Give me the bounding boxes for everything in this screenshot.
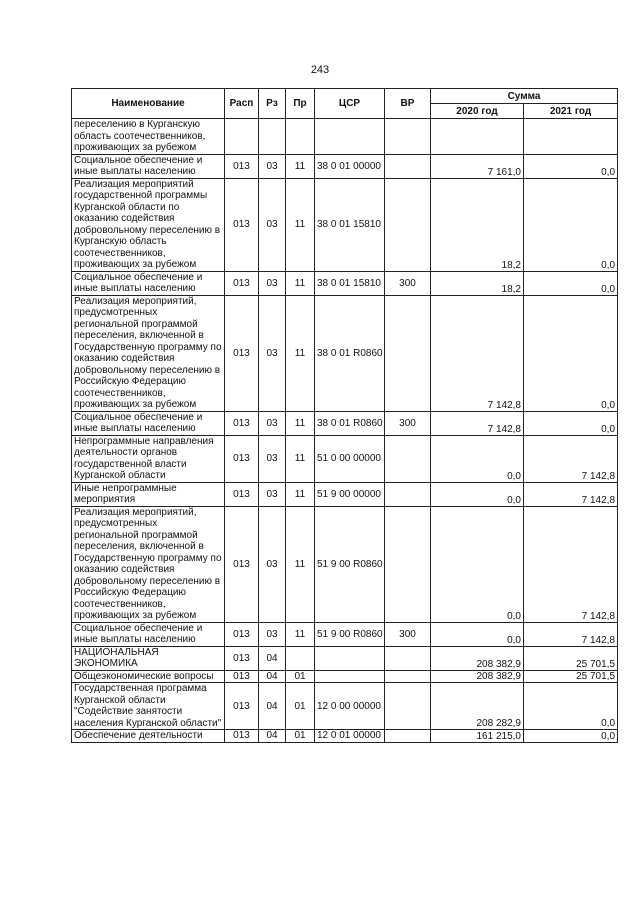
cell-rz: 04 (259, 683, 286, 730)
header-name: Наименование (72, 89, 225, 119)
cell-rasp: 013 (225, 178, 259, 271)
table-row (72, 646, 618, 670)
cell-csr: 38 0 01 R0860 (315, 411, 385, 435)
cell-amount-2021: 0,0 (524, 178, 618, 271)
cell-pr: 01 (286, 670, 315, 683)
cell-rasp (225, 119, 259, 155)
cell-amount-2021: 0,0 (524, 411, 618, 435)
table-row (72, 154, 618, 178)
cell-vr (385, 482, 431, 506)
cell-pr: 11 (286, 506, 315, 622)
cell-name: Социальное обеспечение и иные выплаты населению (72, 622, 225, 646)
cell-rz: 03 (259, 271, 286, 295)
cell-csr: 51 9 00 R0860 (315, 506, 385, 622)
header-vr: ВР (385, 89, 431, 119)
cell-name: Иные непрограммные мероприятия (72, 482, 225, 506)
cell-rasp: 013 (225, 154, 259, 178)
header-rz: Рз (259, 89, 286, 119)
cell-vr: 300 (385, 411, 431, 435)
header-rasp: Расп (225, 89, 259, 119)
cell-csr (315, 670, 385, 683)
cell-csr: 38 0 01 00000 (315, 154, 385, 178)
cell-rz: 04 (259, 646, 286, 670)
cell-rasp: 013 (225, 730, 259, 743)
cell-csr: 51 9 00 00000 (315, 482, 385, 506)
cell-pr: 11 (286, 271, 315, 295)
cell-pr: 11 (286, 178, 315, 271)
cell-name: Социальное обеспечение и иные выплаты населению (72, 411, 225, 435)
cell-csr: 12 0 00 00000 (315, 683, 385, 730)
cell-amount-2020: 161 215,0 (431, 730, 524, 743)
cell-rz: 03 (259, 482, 286, 506)
cell-amount-2021: 25 701,5 (524, 646, 618, 670)
cell-pr: 11 (286, 622, 315, 646)
cell-amount-2020: 0,0 (431, 482, 524, 506)
cell-amount-2020: 7 142,8 (431, 411, 524, 435)
header-csr: ЦСР (315, 89, 385, 119)
cell-rz: 03 (259, 178, 286, 271)
cell-vr (385, 295, 431, 411)
cell-amount-2021: 7 142,8 (524, 482, 618, 506)
cell-name: НАЦИОНАЛЬНАЯ ЭКОНОМИКА (72, 646, 225, 670)
table-row (72, 178, 618, 271)
cell-vr (385, 154, 431, 178)
cell-name: Государственная программа Курганской области "Содействие занятости населения Курганской области" (72, 683, 225, 730)
cell-name: Социальное обеспечение и иные выплаты населению (72, 154, 225, 178)
table-row (72, 730, 618, 743)
cell-name: Реализация мероприятий, предусмотренных региональной программой переселения, включенной в Государственную программу по оказанию содействия добровольному переселению в Российскую Федерацию соотечественников, проживающих за рубежом (72, 506, 225, 622)
cell-amount-2020: 208 282,9 (431, 683, 524, 730)
cell-name: Социальное обеспечение и иные выплаты населению (72, 271, 225, 295)
cell-vr (385, 683, 431, 730)
cell-rz: 04 (259, 670, 286, 683)
table-row (72, 482, 618, 506)
table-row (72, 271, 618, 295)
cell-name: Реализация мероприятий, предусмотренных региональной программой переселения, включенной в Государственную программу по оказанию содействия добровольному переселению в Российскую Федерацию соотечественников, проживающих за рубежом (72, 295, 225, 411)
cell-pr: 11 (286, 482, 315, 506)
cell-rz: 03 (259, 435, 286, 482)
cell-amount-2021: 7 142,8 (524, 622, 618, 646)
cell-pr: 01 (286, 683, 315, 730)
cell-rasp: 013 (225, 295, 259, 411)
header-2021: 2021 год (524, 104, 618, 119)
cell-amount-2021: 7 142,8 (524, 435, 618, 482)
cell-csr: 51 0 00 00000 (315, 435, 385, 482)
cell-amount-2021: 0,0 (524, 295, 618, 411)
cell-csr: 51 9 00 R0860 (315, 622, 385, 646)
cell-amount-2020: 7 142,8 (431, 295, 524, 411)
cell-rz: 03 (259, 506, 286, 622)
cell-amount-2020: 208 382,9 (431, 646, 524, 670)
cell-vr (385, 730, 431, 743)
cell-vr (385, 178, 431, 271)
cell-amount-2021: 0,0 (524, 154, 618, 178)
cell-rasp: 013 (225, 683, 259, 730)
cell-name: Обеспечение деятельности (72, 730, 225, 743)
cell-name: Реализация мероприятий государственной программы Курганской области по оказанию содействия добровольному переселению в Курганскую область соотечественников, проживающих за рубежом (72, 178, 225, 271)
cell-rasp: 013 (225, 622, 259, 646)
cell-rasp: 013 (225, 506, 259, 622)
cell-pr: 11 (286, 411, 315, 435)
cell-name: Непрограммные направления деятельности органов государственной власти Курганской области (72, 435, 225, 482)
cell-amount-2021: 7 142,8 (524, 506, 618, 622)
cell-amount-2020: 7 161,0 (431, 154, 524, 178)
cell-vr (385, 670, 431, 683)
table-row (72, 411, 618, 435)
table-row (72, 622, 618, 646)
cell-csr: 38 0 01 R0860 (315, 295, 385, 411)
budget-table (71, 88, 618, 743)
table-row (72, 683, 618, 730)
table-row (72, 295, 618, 411)
cell-rasp: 013 (225, 271, 259, 295)
cell-vr: 300 (385, 271, 431, 295)
cell-amount-2020: 18,2 (431, 271, 524, 295)
cell-rz: 03 (259, 411, 286, 435)
cell-vr (385, 119, 431, 155)
cell-pr: 11 (286, 295, 315, 411)
header-pr: Пр (286, 89, 315, 119)
cell-amount-2020: 0,0 (431, 622, 524, 646)
cell-vr: 300 (385, 622, 431, 646)
cell-pr: 11 (286, 435, 315, 482)
cell-amount-2020 (431, 119, 524, 155)
cell-amount-2020: 208 382,9 (431, 670, 524, 683)
header-sum: Сумма (431, 89, 618, 104)
cell-amount-2020: 0,0 (431, 435, 524, 482)
page-number: 243 (310, 64, 330, 76)
cell-rz (259, 119, 286, 155)
cell-amount-2021: 0,0 (524, 271, 618, 295)
cell-amount-2021: 0,0 (524, 730, 618, 743)
cell-rz: 03 (259, 295, 286, 411)
cell-csr (315, 646, 385, 670)
cell-rasp: 013 (225, 670, 259, 683)
cell-amount-2021: 25 701,5 (524, 670, 618, 683)
cell-pr: 11 (286, 154, 315, 178)
cell-amount-2020: 18,2 (431, 178, 524, 271)
cell-rasp: 013 (225, 482, 259, 506)
table-row (72, 506, 618, 622)
cell-rasp: 013 (225, 411, 259, 435)
cell-name: Общеэкономические вопросы (72, 670, 225, 683)
cell-pr (286, 646, 315, 670)
cell-vr (385, 646, 431, 670)
cell-csr: 38 0 01 15810 (315, 271, 385, 295)
cell-rz: 04 (259, 730, 286, 743)
cell-name: переселению в Курганскую область соотечественников, проживающих за рубежом (72, 119, 225, 155)
cell-rz: 03 (259, 622, 286, 646)
table-row (72, 670, 618, 683)
cell-vr (385, 435, 431, 482)
cell-rasp: 013 (225, 435, 259, 482)
table-row (72, 435, 618, 482)
cell-amount-2021: 0,0 (524, 683, 618, 730)
cell-csr: 12 0 01 00000 (315, 730, 385, 743)
table-row (72, 119, 618, 155)
header-2020: 2020 год (431, 104, 524, 119)
cell-amount-2020: 0,0 (431, 506, 524, 622)
cell-amount-2021 (524, 119, 618, 155)
cell-csr (315, 119, 385, 155)
cell-pr (286, 119, 315, 155)
cell-rz: 03 (259, 154, 286, 178)
cell-rasp: 013 (225, 646, 259, 670)
table-body (72, 119, 618, 743)
cell-csr: 38 0 01 15810 (315, 178, 385, 271)
cell-vr (385, 506, 431, 622)
cell-pr: 01 (286, 730, 315, 743)
